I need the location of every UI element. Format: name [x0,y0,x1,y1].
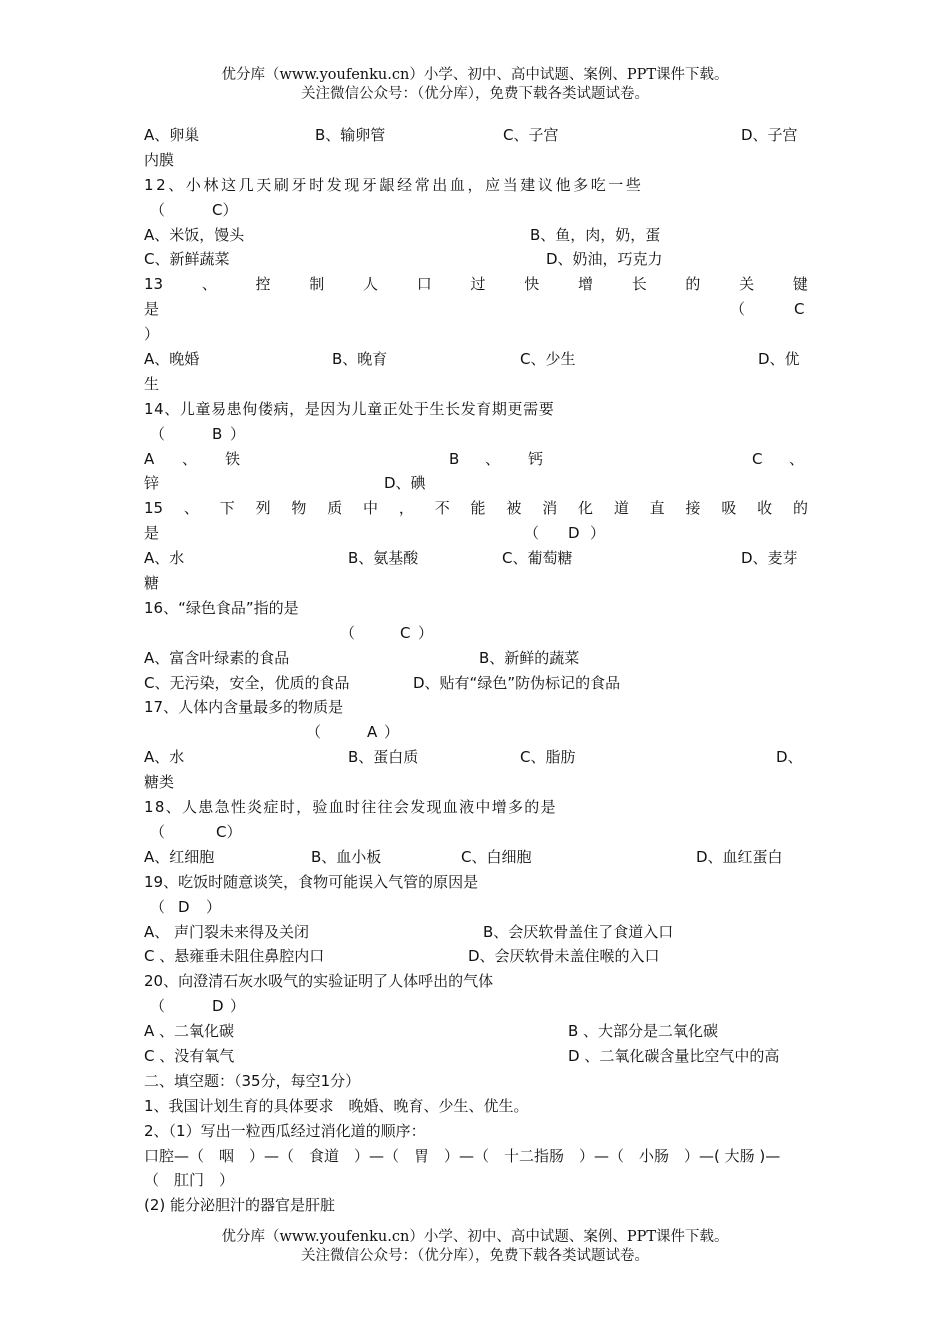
q11-option-c: C、子宫 [503,126,559,144]
q12-answer: C） [212,200,238,219]
page-footer [0,1228,950,1266]
q12-option-a: A、米饭，馒头 [144,225,245,244]
q16-options-row2 [144,671,808,696]
q16-paren-open: （ [340,623,356,642]
q20-options-row2 [144,1044,808,1069]
q15-option-d-cont: 糖 [144,574,160,593]
q20-answer: D [212,997,224,1016]
q20-option-d: D 、二氧化碳含量比空气中的高 [568,1046,780,1065]
q15-answer: D [568,524,580,543]
q12-options-row1 [144,223,808,248]
q15-paren-close: ） [590,524,606,543]
page-header [0,66,950,104]
q13-stem: 13 、 控 制 人 口 过 快 增 长 的 关 键 [144,275,808,294]
q12-option-c: C、新鲜蔬菜 [144,250,230,269]
q14-paren-close: ） [230,424,246,443]
q15-option-c: C、葡萄糖 [502,549,573,568]
q12-paren-open: （ [150,200,166,219]
q20-option-a: A 、二氧化碳 [144,1022,235,1041]
q14-answer: B [212,424,223,443]
q15-option-a: A、水 [144,549,185,568]
q13-option-d-cont: 生 [144,374,160,393]
q16-option-c: C、无污染，安全，优质的食品 [144,673,350,692]
q16-option-a: A、富含叶绿素的食品 [144,648,290,667]
q18-answer: C） [216,822,242,841]
q14-option-a-cont: 锌 [144,474,160,493]
q18-options [144,845,808,870]
q13-option-b: B、晚育 [332,350,388,369]
q16-option-d: D、贴有“绿色”防伪标记的食品 [413,673,621,692]
q18-stem: 18、人患急性炎症时，验血时往往会发现血液中增多的是 [144,798,557,817]
q20-option-c: C 、没有氧气 [144,1046,235,1065]
q12-option-d: D、奶油，巧克力 [546,250,663,269]
fill-question-2-path-cont: （ 肛门 ） [144,1171,235,1190]
q19-options-row1 [144,920,808,945]
q13-option-c: C、少生 [520,350,576,369]
q15-stem-end: 是 [144,524,160,543]
q19-option-b: B、会厌软骨盖住了食道入口 [483,922,674,941]
q17-paren-open: （ [306,723,322,742]
header-line-2: 关注微信公众号：（优分库），免费下载各类试题试卷。 [301,86,649,102]
q14-options-row1: A 、 铁 B 、 钙 C 、 [144,449,805,468]
q19-stem: 19、吃饭时随意谈笑，食物可能误入气管的原因是 [144,872,479,891]
q20-paren-close: ） [230,997,246,1016]
q12-stem: 12、小林这几天刷牙时发现牙龈经常出血，应当建议他多吃一些 [144,175,644,194]
q12-options-row2 [144,247,808,272]
q17-option-c: C、脂肪 [520,748,576,767]
q14-option-d: D、碘 [384,474,426,493]
section-2-title: 二、填空题：（35分，每空1分） [144,1071,361,1090]
q13-paren-open: （ [730,300,746,319]
q20-option-b: B 、大部分是二氧化碳 [568,1022,719,1041]
q18-paren-open: （ [150,822,166,841]
q19-option-d: D、会厌软骨未盖住喉的入口 [468,947,660,966]
footer-line-1: 优分库（www.youfenku.cn）小学、初中、高中试题、案例、PPT课件下载。 [221,1229,729,1245]
q16-paren-close: ） [418,623,434,642]
q19-options-row2 [144,944,808,969]
q18-option-b: B、血小板 [311,847,382,866]
q17-option-d-cont: 糖类 [144,773,175,792]
header-line-1: 优分库（www.youfenku.cn）小学、初中、高中试题、案例、PPT课件下载。 [221,67,729,83]
footer-line-2: 关注微信公众号：（优分库），免费下载各类试题试卷。 [301,1248,649,1264]
q19-option-a: A、 声门裂未来得及关闭 [144,922,310,941]
q17-option-b: B、蛋白质 [348,748,419,767]
q17-options [144,745,808,770]
q18-option-a: A、红细胞 [144,847,215,866]
q17-stem: 17、人体内含量最多的物质是 [144,698,344,717]
q11-options [144,123,808,148]
q19-paren-open: （ [150,897,166,916]
q14-stem: 14、儿童易患佝偻病，是因为儿童正处于生长发育期更需要 [144,399,555,418]
fill-question-2-stem: 2、（1）写出一粒西瓜经过消化道的顺序： [144,1121,426,1140]
q15-stem: 15 、 下 列 物 质 中 ， 不 能 被 消 化 道 直 接 吸 收 的 [144,499,808,518]
q13-paren-close: ） [144,325,160,344]
q19-answer: D [178,897,190,916]
exam-content [144,123,808,1218]
q13-options [144,347,808,372]
q18-option-d: D、血红蛋白 [696,847,783,866]
q13-answer: C [794,300,805,319]
q16-options-row1 [144,646,808,671]
q16-option-b: B、新鲜的蔬菜 [479,648,580,667]
q11-option-d: D、子宫 [741,126,798,144]
q15-option-b: B、氨基酸 [348,549,419,568]
q17-option-a: A、水 [144,748,185,767]
q11-option-b: B、输卵管 [315,126,386,144]
q14-paren-open: （ [150,424,166,443]
q15-options [144,546,808,571]
q16-stem: 16、“绿色食品”指的是 [144,598,299,617]
q17-option-d: D、 [776,748,803,767]
q11-option-d-cont: 内膜 [144,150,175,169]
q20-options-row1 [144,1019,808,1044]
q11-option-a: A、卵巢 [144,126,200,144]
q20-stem: 20、向澄清石灰水吸气的实验证明了人体呼出的气体 [144,972,494,991]
q15-paren-open: （ [524,524,540,543]
q17-paren-close: ） [384,723,400,742]
q12-option-b: B、鱼，肉，奶，蛋 [530,225,661,244]
q13-option-d: D、优 [758,350,800,369]
q19-option-c: C 、悬雍垂未阻住鼻腔内口 [144,947,325,966]
q20-paren-open: （ [150,997,166,1016]
fill-question-2-part2: (2) 能分泌胆汁的器官是肝脏 [144,1196,336,1215]
fill-question-1: 1、我国计划生育的具体要求 晚婚、晚育、少生、优生。 [144,1096,529,1115]
q16-answer: C [400,623,411,642]
q13-option-a: A、晚婚 [144,350,200,369]
q18-option-c: C、白细胞 [461,847,532,866]
q17-answer: A [367,723,378,742]
q13-stem-end: 是 [144,300,160,319]
q15-option-d: D、麦芽 [741,549,798,568]
q19-paren-close: ） [206,897,222,916]
fill-question-2-path: 口腔—（ 咽 ）—（ 食道 ）—（ 胃 ）—（ 十二指肠 ）—（ 小肠 ）—( 大肠 )— [144,1146,781,1165]
